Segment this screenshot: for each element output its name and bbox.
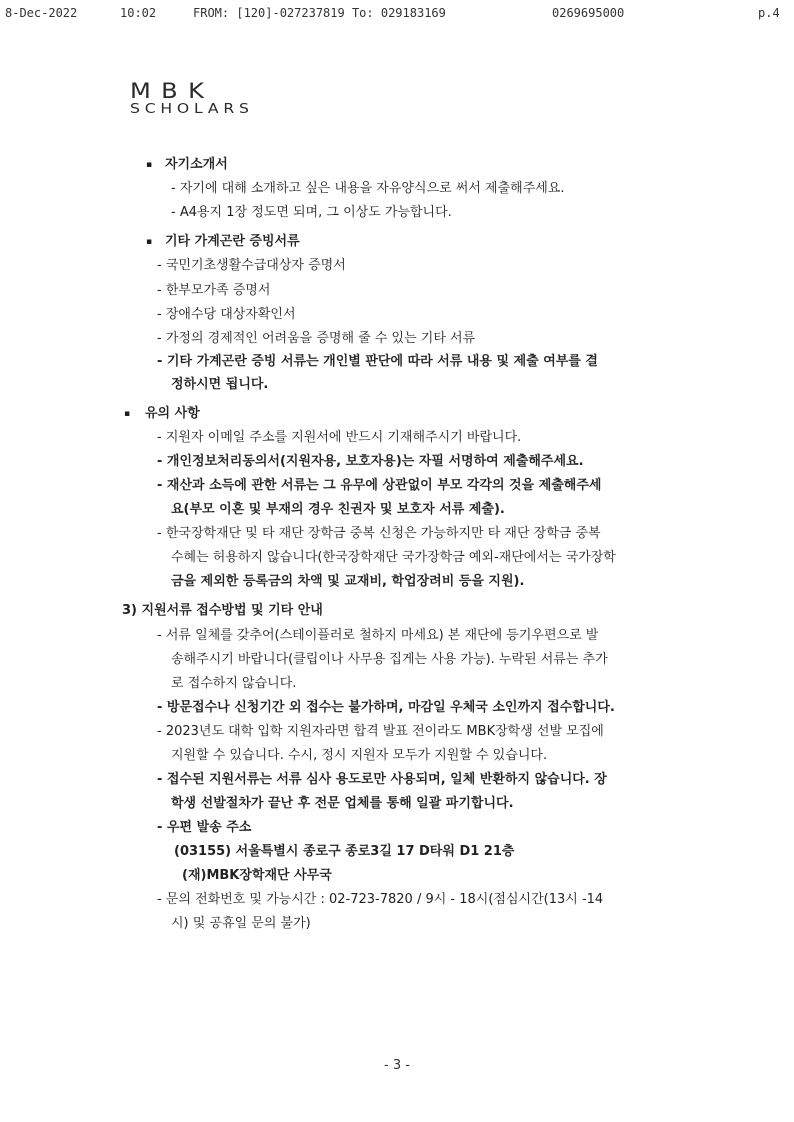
- section-3-item: - 서류 일체를 갖추어(스테이플러로 철하지 마세요) 본 재단에 등기우편으로 발: [157, 628, 599, 643]
- fax-number: 0269695000: [552, 6, 625, 20]
- fax-header: [0, 6, 794, 22]
- fax-from-to: FROM: [120]-027237819 To: 029183169: [193, 6, 446, 20]
- section-3-item: - 문의 전화번호 및 가능시간 : 02-723-7820 / 9시 - 18시(점심시간(13시 -14: [157, 892, 604, 907]
- section-3-item: - 2023년도 대학 입학 지원자라면 합격 발표 전이라도 MBK장학생 선발 모집에: [157, 724, 604, 739]
- bullet-icon: ▪: [124, 409, 131, 419]
- logo-sub-text: SCHOLARS: [130, 102, 254, 117]
- self-intro-heading: 자기소개서: [165, 157, 228, 172]
- hardship-item: - 기타 가계곤란 증빙 서류는 개인별 판단에 따라 서류 내용 및 제출 여부를 결: [157, 354, 598, 369]
- fax-page: p.4: [758, 6, 780, 20]
- section-3-item: - 우편 발송 주소: [157, 820, 252, 835]
- section-3-heading: 3) 지원서류 접수방법 및 기타 안내: [122, 603, 323, 618]
- notes-item: - 지원자 이메일 주소를 지원서에 반드시 기재해주시기 바랍니다.: [157, 430, 522, 445]
- self-intro-item: - A4용지 1장 정도면 되며, 그 이상도 가능합니다.: [171, 205, 452, 220]
- hardship-item: - 가정의 경제적인 어려움을 증명해 줄 수 있는 기타 서류: [157, 331, 476, 346]
- postal-recipient: (재)MBK장학재단 사무국: [182, 868, 332, 883]
- notes-item: - 재산과 소득에 관한 서류는 그 유무에 상관없이 부모 각각의 것을 제출해주세: [157, 478, 602, 493]
- bullet-icon: ▪: [146, 237, 153, 247]
- bullet-icon: ▪: [146, 160, 153, 170]
- hardship-item: - 국민기초생활수급대상자 증명서: [157, 258, 346, 273]
- section-3-item-cont: 로 접수하지 않습니다.: [171, 676, 297, 691]
- notes-item: - 한국장학재단 및 타 재단 장학금 중복 신청은 가능하지만 타 재단 장학금 중복: [157, 526, 601, 541]
- notes-item-cont: 금을 제외한 등록금의 차액 및 교재비, 학업장려비 등을 지원).: [171, 574, 525, 589]
- section-3-item-cont: 학생 선발절차가 끝난 후 전문 업체를 통해 일괄 파기합니다.: [171, 796, 514, 811]
- logo-main-text: MBK: [130, 79, 215, 103]
- fax-time: 10:02: [120, 6, 157, 20]
- notes-item: - 개인정보처리동의서(지원자용, 보호자용)는 자필 서명하여 제출해주세요.: [157, 454, 584, 469]
- fax-date: 8-Dec-2022: [5, 6, 78, 20]
- section-3-item: - 방문접수나 신청기간 외 접수는 불가하며, 마감일 우체국 소인까지 접수합니다.: [157, 700, 615, 715]
- notes-item-cont: 요(부모 이혼 및 부재의 경우 친권자 및 보호자 서류 제출).: [171, 502, 505, 517]
- notes-heading: 유의 사항: [145, 406, 200, 421]
- page-number: - 3 -: [384, 1058, 410, 1073]
- hardship-heading: 기타 가계곤란 증빙서류: [165, 234, 300, 249]
- section-3-item: - 접수된 지원서류는 서류 심사 용도로만 사용되며, 일체 반환하지 않습니다. 장: [157, 772, 607, 787]
- self-intro-item: - 자기에 대해 소개하고 싶은 내용을 자유양식으로 써서 제출해주세요.: [171, 181, 565, 196]
- section-3-item-cont: 시) 및 공휴일 문의 불가): [171, 916, 311, 931]
- hardship-item: - 장애수당 대상자확인서: [157, 307, 296, 322]
- hardship-item: - 한부모가족 증명서: [157, 283, 271, 298]
- notes-item-cont: 수혜는 허용하지 않습니다(한국장학재단 국가장학금 예외-재단에서는 국가장학: [171, 550, 616, 565]
- postal-address: (03155) 서울특별시 종로구 종로3길 17 D타워 D1 21층: [174, 844, 515, 859]
- section-3-item-cont: 송해주시기 바랍니다(클립이나 사무용 집게는 사용 가능). 누락된 서류는 추가: [171, 652, 608, 667]
- hardship-item-cont: 정하시면 됩니다.: [171, 377, 269, 392]
- section-3-item-cont: 지원할 수 있습니다. 수시, 정시 지원자 모두가 지원할 수 있습니다.: [171, 748, 548, 763]
- mbk-scholars-logo: [130, 79, 254, 118]
